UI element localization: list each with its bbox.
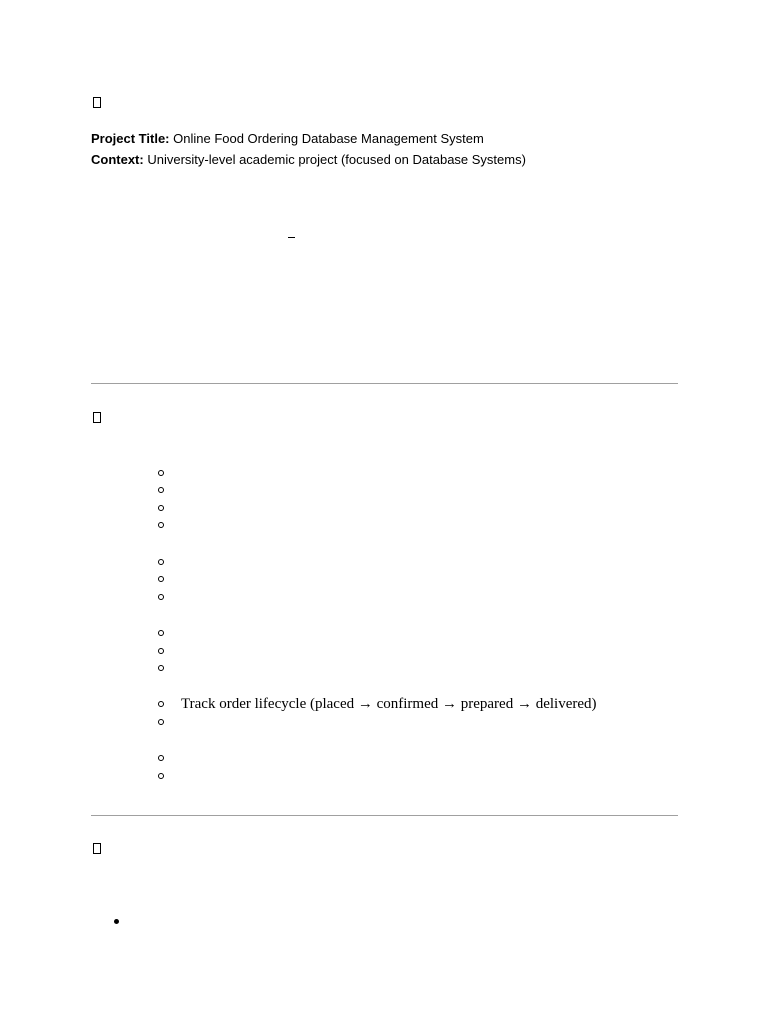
divider-1: [91, 383, 678, 384]
list-bullet: [158, 755, 164, 761]
list-item-text: Track order lifecycle (placed → confirmed → prepared → delivered): [181, 696, 597, 712]
project-title-line: [91, 131, 484, 147]
context-label: Context:: [91, 152, 144, 167]
list-bullet: [114, 919, 119, 924]
list-bullet: [158, 701, 164, 707]
missing-glyph-icon: [93, 97, 101, 108]
list-bullet: [158, 594, 164, 600]
list-bullet: [158, 576, 164, 582]
project-title-value: Online Food Ordering Database Management System: [169, 131, 484, 146]
context-value: University-level academic project (focused on Database Systems): [143, 152, 526, 167]
list-bullet: [158, 630, 164, 636]
context-line: [91, 152, 526, 168]
list-bullet: [158, 559, 164, 565]
divider-2: [91, 815, 678, 816]
list-bullet: [158, 665, 164, 671]
list-bullet: [158, 719, 164, 725]
missing-glyph-icon: [93, 843, 101, 854]
list-bullet: [158, 648, 164, 654]
list-bullet: [158, 487, 164, 493]
list-bullet: [158, 505, 164, 511]
project-title-label: Project Title:: [91, 131, 170, 146]
missing-glyph-icon: [93, 412, 101, 423]
list-bullet: [158, 470, 164, 476]
list-bullet: [158, 773, 164, 779]
list-bullet: [158, 522, 164, 528]
stray-dash: [288, 237, 295, 238]
